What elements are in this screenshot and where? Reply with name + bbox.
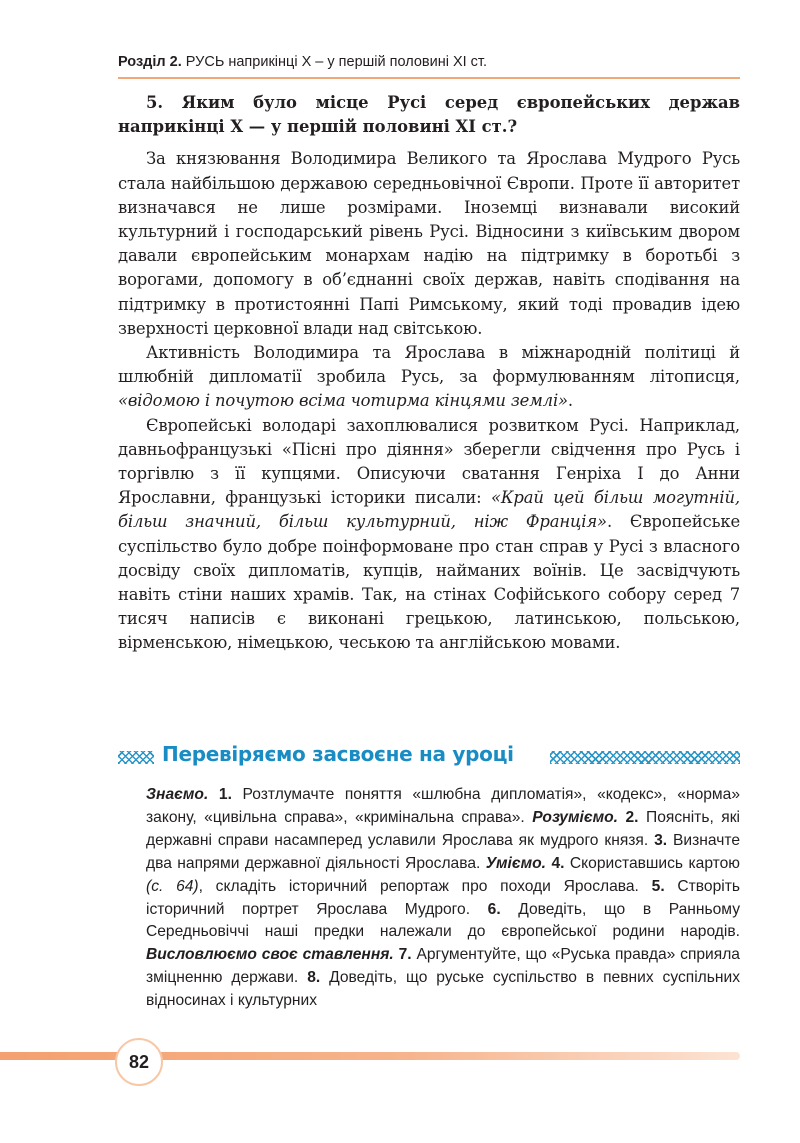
- chronicle-quote: «відомою і почутою всіма чотирма кінцями землі»: [118, 391, 568, 411]
- paragraph-2-text: Активність Володимира та Ярослава в міжнародній політиці й шлюбній дипломатії зробила Русь, за формулюванням літописця,: [118, 343, 740, 387]
- main-text: [118, 91, 740, 656]
- map-page-reference: (с. 64): [146, 877, 199, 895]
- paragraph-1: За князювання Володимира Великого та Ярослава Мудрого Русь стала найбільшою державою середньовічної Європи. Проте її авторитет визначався не лише розмірами. Іноземці визнавали високий культурний і господарський рівень Русі. Відносини з київським двором давали європейським монархам надію на підтримку в боротьбі з ворогами, допомогу в об’єднанні своїх держав, навіть сподівання на підтримку в протистоянні Папі Римському, який тоді провадив ідею зверхності церковної влади над світською.: [118, 149, 740, 338]
- section-title: РУСЬ наприкінці Х – у першій половині ХІ ст.: [185, 54, 487, 70]
- task-text: Аргументуйте, що «Руська правда» сприяла зміцненню держави.: [146, 946, 740, 987]
- check-section-title: Перевіряємо засвоєне на уроці: [162, 742, 514, 766]
- task-number: 6.: [487, 900, 501, 918]
- task-number: 5.: [651, 877, 665, 895]
- task-text: Доведіть, що руське суспільство в певних суспільних відносинах і культурних: [146, 969, 740, 1010]
- task-number: 8.: [307, 969, 321, 987]
- header-divider: [118, 77, 740, 79]
- task-text: Доведіть, що в Ранньому Середньовіччі наші предки належали до європейської родини народів.: [146, 900, 740, 941]
- paragraph-3-text: Європейські володарі захоплювалися розвитком Русі. Наприклад, давньофранцузькі «Пісні про діяння» зберегли свідчення про Русь і торгівлю з її купцями. Описуючи сватання Генріха І до Анни Ярославни, французькі історики писали:: [118, 415, 740, 508]
- running-header: [118, 54, 738, 70]
- ornament-right: [550, 751, 740, 764]
- review-tasks: [146, 784, 740, 1013]
- task-text: Визначте два напрями державної діяльності Ярослава.: [146, 831, 740, 872]
- task-number: 7.: [398, 946, 412, 964]
- task-text: Створіть історичний портрет Ярослава Мудрого.: [146, 877, 740, 918]
- paragraph-2-end: .: [567, 391, 573, 411]
- historians-quote: «Край цей більш могутній, більш значний, більш культурний, ніж Франція»: [118, 488, 740, 532]
- task-text: Розтлумачте поняття «шлюбна дипломатія», «кодекс», «норма» закону, «цивільна справа», «кримінальна справа».: [146, 786, 740, 826]
- paragraph-2: [118, 341, 740, 414]
- paragraph-3-end: . Європейське суспільство було добре поінформоване про стан справ у Русі з власного досвіду своїх дипломатів, купців, найманих воїнів. Це засвідчують навіть стіни наших храмів. Так, на стінах Софійського собору серед 7 тисяч написів є виконані грецькою, латинською, польською, вірменською, німецькою, чеською та англійською мовами.: [118, 512, 740, 653]
- keyword-express-attitude: Висловлюємо своє ставлення.: [146, 946, 394, 964]
- keyword-know: Знаємо.: [146, 786, 209, 803]
- footer-bar: [0, 1052, 740, 1060]
- task-text: , складіть історичний репортаж про походи Ярослава.: [198, 877, 652, 895]
- paragraph-3: [118, 414, 740, 656]
- task-number: 3.: [654, 831, 668, 849]
- keyword-can: Уміємо.: [485, 854, 546, 872]
- question-heading: 5. Яким було місце Русі серед європейських держав наприкінці X — у першій половині XI ст.?: [118, 93, 740, 137]
- task-number: 2.: [625, 808, 639, 826]
- task-text: Поясніть, які державні справи насамперед уславили Ярослава як мудрого князя.: [146, 808, 740, 849]
- section-label: Розділ 2.: [118, 54, 182, 70]
- page-number: 82: [115, 1038, 163, 1086]
- task-number: 4.: [551, 854, 565, 872]
- task-number: 1.: [218, 786, 232, 803]
- task-text: Скориставшись картою: [564, 854, 740, 872]
- keyword-understand: Розуміємо.: [532, 808, 619, 826]
- ornament-left: [118, 751, 154, 764]
- check-section-heading: [118, 742, 740, 772]
